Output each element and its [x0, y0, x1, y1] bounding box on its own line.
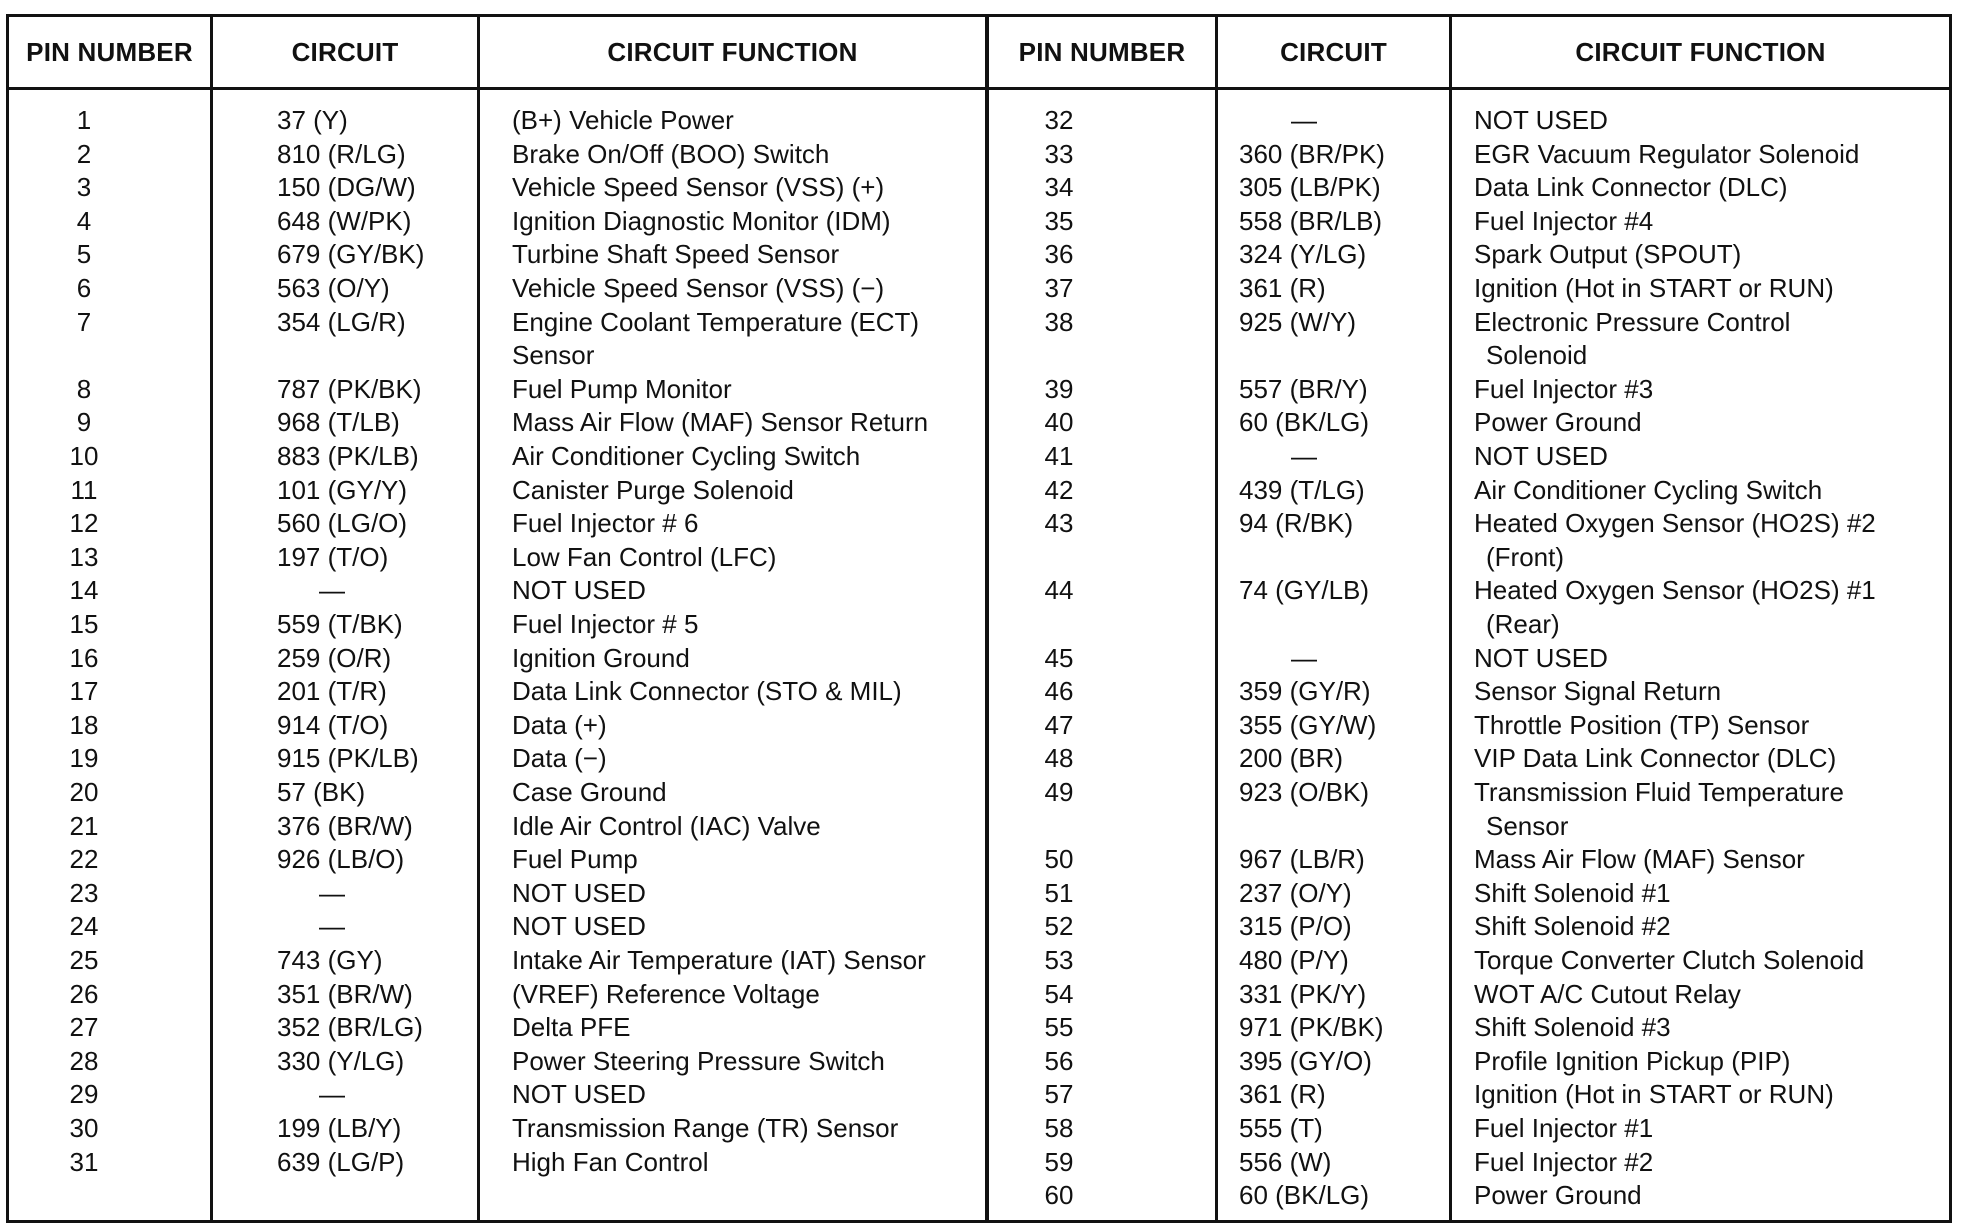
circuit-code: 787 (PK/BK) [277, 373, 422, 404]
circuit-function: Fuel Injector #3 [1474, 373, 1654, 404]
table-row [9, 238, 1949, 272]
circuit-function: Canister Purge Solenoid [512, 474, 794, 505]
table-row [9, 843, 1949, 877]
circuit-function: Shift Solenoid #3 [1474, 1012, 1671, 1043]
circuit-code: 563 (O/Y) [277, 273, 390, 303]
circuit-function: Air Conditioner Cycling Switch [1474, 474, 1823, 505]
pin-number: 39 [1044, 373, 1074, 404]
table-row [9, 1146, 1949, 1180]
table-row-continuation [9, 810, 1949, 844]
circuit-function: Power Ground [1474, 1180, 1642, 1211]
circuit-code: 94 (R/BK) [1239, 508, 1354, 539]
circuit-code: 439 (T/LG) [1239, 474, 1365, 505]
circuit-function: Fuel Pump [512, 844, 638, 875]
pin-number: 22 [69, 844, 99, 875]
circuit-code: 559 (T/BK) [277, 609, 403, 639]
circuit-code: 639 (LG/P) [277, 1146, 405, 1177]
circuit-function: Ignition Ground [512, 642, 690, 673]
circuit-code: 197 (T/O) [277, 541, 389, 572]
circuit-function: Engine Coolant Temperature (ECT) [512, 306, 920, 337]
pin-number: 31 [69, 1146, 99, 1177]
table-row-continuation [9, 541, 1949, 575]
table-row [9, 742, 1949, 776]
header-circuit-function: CIRCUIT FUNCTION [1575, 36, 1826, 67]
circuit-function-continued: (Rear) [1486, 609, 1560, 639]
circuit-code: 57 (BK) [277, 777, 366, 807]
circuit-function: Torque Converter Clutch Solenoid [1474, 945, 1865, 975]
circuit-code: 259 (O/R) [277, 642, 392, 673]
circuit-function: Ignition (Hot in START or RUN) [1474, 1079, 1834, 1110]
pin-number: 30 [69, 1113, 99, 1143]
circuit-code: 743 (GY) [277, 945, 383, 975]
circuit-function: Data (−) [512, 743, 607, 774]
circuit-function: NOT USED [512, 1079, 646, 1110]
pin-number: 54 [1044, 978, 1074, 1009]
table-row [9, 1179, 1949, 1213]
circuit-code: 351 (BR/W) [277, 978, 413, 1009]
circuit-code: 923 (O/BK) [1239, 777, 1370, 807]
pin-number: 3 [76, 172, 92, 203]
circuit-code: 914 (T/O) [277, 709, 389, 740]
pin-number: 18 [69, 709, 99, 740]
pin-number: 40 [1044, 407, 1074, 438]
circuit-code: 560 (LG/O) [277, 508, 408, 539]
table-row-continuation [9, 339, 1949, 373]
header-pin-number: PIN NUMBER [1018, 36, 1186, 67]
pin-number: 45 [1044, 642, 1074, 673]
header-circuit: CIRCUIT [291, 36, 399, 67]
circuit-code: 315 (P/O) [1239, 911, 1352, 942]
circuit-function: Fuel Injector #1 [1474, 1113, 1654, 1143]
table-row [9, 776, 1949, 810]
pin-number: 35 [1044, 205, 1074, 236]
circuit-code: 395 (GY/O) [1239, 1045, 1372, 1076]
circuit-code: 648 (W/PK) [277, 205, 412, 236]
circuit-function: WOT A/C Cutout Relay [1474, 978, 1741, 1009]
circuit-code: — [319, 877, 345, 908]
pin-number: 33 [1044, 138, 1074, 169]
table-row [9, 675, 1949, 709]
table-row [9, 877, 1949, 911]
circuit-function: NOT USED [1474, 105, 1608, 135]
circuit-code: 810 (R/LG) [277, 138, 406, 169]
pin-number: 29 [69, 1079, 99, 1110]
pin-table [6, 14, 1952, 1223]
circuit-code: 201 (T/R) [277, 676, 387, 707]
circuit-function: NOT USED [1474, 642, 1608, 673]
circuit-function-continued: Sensor [1486, 810, 1569, 841]
circuit-function: Electronic Pressure Control [1474, 306, 1791, 337]
circuit-function: High Fan Control [512, 1146, 709, 1177]
circuit-code: 925 (W/Y) [1239, 306, 1357, 337]
table-row [9, 507, 1949, 541]
pin-number: 2 [76, 138, 92, 169]
circuit-function: Fuel Injector # 6 [512, 508, 699, 539]
circuit-function: (VREF) Reference Voltage [512, 978, 820, 1009]
table-row-continuation [9, 608, 1949, 642]
circuit-function: Throttle Position (TP) Sensor [1474, 709, 1810, 740]
circuit-code: 352 (BR/LG) [277, 1012, 423, 1043]
pin-number: 56 [1044, 1045, 1074, 1076]
pin-number: 60 [1044, 1180, 1074, 1211]
circuit-function: Transmission Fluid Temperature [1474, 777, 1844, 807]
circuit-code: 200 (BR) [1239, 743, 1344, 774]
circuit-code: 926 (LB/O) [277, 844, 405, 875]
circuit-function: Heated Oxygen Sensor (HO2S) #2 [1474, 508, 1876, 539]
pin-number: 43 [1044, 508, 1074, 539]
circuit-code: 883 (PK/LB) [277, 441, 419, 471]
circuit-code: — [1291, 642, 1317, 673]
circuit-function: Fuel Injector #4 [1474, 205, 1654, 236]
circuit-code: 354 (LG/R) [277, 306, 406, 337]
circuit-function: Fuel Pump Monitor [512, 373, 732, 404]
circuit-function: NOT USED [512, 575, 646, 606]
circuit-code: 74 (GY/LB) [1239, 575, 1370, 606]
circuit-code: 60 (BK/LG) [1239, 1180, 1370, 1211]
circuit-code: 556 (W) [1239, 1146, 1332, 1177]
circuit-function: EGR Vacuum Regulator Solenoid [1474, 138, 1860, 169]
circuit-code: 679 (GY/BK) [277, 239, 425, 270]
pin-number: 46 [1044, 676, 1074, 707]
circuit-function: Ignition (Hot in START or RUN) [1474, 273, 1834, 303]
table-row [9, 104, 1949, 138]
table-row [9, 406, 1949, 440]
circuit-function: Brake On/Off (BOO) Switch [512, 138, 830, 169]
pin-number: 8 [76, 373, 92, 404]
pin-number: 50 [1044, 844, 1074, 875]
header-pin-number: PIN NUMBER [26, 36, 193, 67]
pin-number: 32 [1044, 105, 1074, 135]
pin-number: 37 [1044, 273, 1074, 303]
circuit-code: 324 (Y/LG) [1239, 239, 1367, 270]
header-divider [9, 87, 1949, 90]
circuit-code: — [319, 575, 345, 606]
pin-number: 49 [1044, 777, 1074, 807]
circuit-code: 359 (GY/R) [1239, 676, 1371, 707]
circuit-function: Data (+) [512, 709, 607, 740]
circuit-function: Intake Air Temperature (IAT) Sensor [512, 945, 926, 975]
circuit-function: Fuel Injector #2 [1474, 1146, 1654, 1177]
circuit-code: 558 (BR/LB) [1239, 205, 1383, 236]
pin-number: 38 [1044, 306, 1074, 337]
circuit-code: 967 (LB/R) [1239, 844, 1365, 875]
pin-number: 26 [69, 978, 99, 1009]
circuit-code: 361 (R) [1239, 1079, 1326, 1110]
circuit-code: — [319, 911, 345, 942]
circuit-function: Turbine Shaft Speed Sensor [512, 239, 840, 270]
pin-number: 5 [76, 239, 92, 270]
pin-number: 9 [76, 407, 92, 438]
circuit-function: Power Steering Pressure Switch [512, 1045, 885, 1076]
header-circuit: CIRCUIT [1280, 36, 1387, 67]
pin-number: 36 [1044, 239, 1074, 270]
circuit-code: 361 (R) [1239, 273, 1326, 303]
circuit-function-continued: Solenoid [1486, 340, 1588, 371]
circuit-function: VIP Data Link Connector (DLC) [1474, 743, 1837, 774]
circuit-code: 968 (T/LB) [277, 407, 400, 438]
circuit-code: 330 (Y/LG) [277, 1045, 405, 1076]
table-row [9, 642, 1949, 676]
header-circuit-function: CIRCUIT FUNCTION [607, 36, 858, 67]
circuit-function: Heated Oxygen Sensor (HO2S) #1 [1474, 575, 1876, 606]
pin-number: 57 [1044, 1079, 1074, 1110]
pin-number: 53 [1044, 945, 1074, 975]
circuit-function: NOT USED [512, 911, 646, 942]
circuit-function: Vehicle Speed Sensor (VSS) (+) [512, 172, 885, 203]
circuit-code: 555 (T) [1239, 1113, 1323, 1143]
circuit-function: Power Ground [1474, 407, 1642, 438]
pin-number: 52 [1044, 911, 1074, 942]
circuit-function: Case Ground [512, 777, 667, 807]
table-row [9, 440, 1949, 474]
pin-number: 48 [1044, 743, 1074, 774]
table-row [9, 1045, 1949, 1079]
pin-number: 59 [1044, 1146, 1074, 1177]
pin-number: 20 [69, 777, 99, 807]
pin-number: 25 [69, 945, 99, 975]
circuit-function: Mass Air Flow (MAF) Sensor Return [512, 407, 929, 438]
circuit-code: 331 (PK/Y) [1239, 978, 1367, 1009]
table-row [9, 910, 1949, 944]
table-row [9, 709, 1949, 743]
pin-number: 24 [69, 911, 99, 942]
table-row [9, 1078, 1949, 1112]
circuit-code: 376 (BR/W) [277, 810, 413, 841]
circuit-code: — [1291, 441, 1317, 471]
pin-number: 14 [69, 575, 99, 606]
circuit-function: Shift Solenoid #2 [1474, 911, 1671, 942]
circuit-code: 305 (LB/PK) [1239, 172, 1381, 203]
circuit-code: 237 (O/Y) [1239, 877, 1352, 908]
circuit-code: 101 (GY/Y) [277, 474, 408, 505]
table-row [9, 171, 1949, 205]
table-row [9, 1112, 1949, 1146]
circuit-code: 557 (BR/Y) [1239, 373, 1368, 404]
circuit-function-continued: Sensor [512, 340, 595, 371]
circuit-function: Data Link Connector (STO & MIL) [512, 676, 902, 707]
table-row [9, 978, 1949, 1012]
pin-number: 42 [1044, 474, 1074, 505]
table-row [9, 574, 1949, 608]
pin-number: 15 [69, 609, 99, 639]
table-row [9, 205, 1949, 239]
circuit-function: Delta PFE [512, 1012, 631, 1043]
circuit-code: 355 (GY/W) [1239, 709, 1377, 740]
pin-number: 16 [69, 642, 99, 673]
table-row [9, 944, 1949, 978]
circuit-function: Sensor Signal Return [1474, 676, 1722, 707]
pin-number: 19 [69, 743, 99, 774]
pin-number: 47 [1044, 709, 1074, 740]
table-row [9, 1011, 1949, 1045]
circuit-code: 37 (Y) [277, 105, 348, 135]
circuit-function: NOT USED [512, 877, 646, 908]
pin-number: 11 [70, 474, 98, 505]
circuit-function: Low Fan Control (LFC) [512, 541, 777, 572]
circuit-function: (B+) Vehicle Power [512, 105, 734, 135]
pin-number: 1 [76, 105, 92, 135]
circuit-function: Shift Solenoid #1 [1474, 877, 1671, 908]
circuit-function: Idle Air Control (IAC) Valve [512, 810, 821, 841]
circuit-code: 915 (PK/LB) [277, 743, 419, 774]
circuit-code: — [319, 1079, 345, 1110]
pin-number: 34 [1044, 172, 1074, 203]
circuit-code: — [1291, 105, 1317, 135]
pin-number: 51 [1044, 877, 1074, 908]
circuit-function: Mass Air Flow (MAF) Sensor [1474, 844, 1805, 875]
pin-number: 7 [76, 306, 92, 337]
circuit-code: 150 (DG/W) [277, 172, 416, 203]
circuit-function: Transmission Range (TR) Sensor [512, 1113, 899, 1143]
circuit-function: Fuel Injector # 5 [512, 609, 699, 639]
circuit-function: Spark Output (SPOUT) [1474, 239, 1742, 270]
pin-number: 6 [76, 273, 92, 303]
table-row [9, 138, 1949, 172]
circuit-code: 360 (BR/PK) [1239, 138, 1385, 169]
pin-number: 21 [69, 810, 99, 841]
circuit-function: NOT USED [1474, 441, 1608, 471]
pin-number: 41 [1044, 441, 1074, 471]
circuit-function: Air Conditioner Cycling Switch [512, 441, 861, 471]
circuit-code: 60 (BK/LG) [1239, 407, 1370, 438]
circuit-code: 971 (PK/BK) [1239, 1012, 1384, 1043]
circuit-code: 480 (P/Y) [1239, 945, 1349, 975]
table-row [9, 272, 1949, 306]
pin-number: 27 [69, 1012, 99, 1043]
table-row [9, 306, 1949, 340]
pin-number: 23 [69, 877, 99, 908]
circuit-function: Data Link Connector (DLC) [1474, 172, 1788, 203]
circuit-function: Vehicle Speed Sensor (VSS) (−) [512, 273, 885, 303]
circuit-function: Profile Ignition Pickup (PIP) [1474, 1045, 1791, 1076]
pin-number: 12 [69, 508, 99, 539]
pin-number: 28 [69, 1045, 99, 1076]
circuit-function-continued: (Front) [1486, 541, 1564, 572]
pin-number: 10 [69, 441, 99, 471]
pin-number: 44 [1044, 575, 1074, 606]
pin-number: 55 [1044, 1012, 1074, 1043]
table-row [9, 474, 1949, 508]
circuit-code: 199 (LB/Y) [277, 1113, 402, 1143]
pin-number: 4 [76, 205, 92, 236]
table-row [9, 373, 1949, 407]
pin-number: 13 [69, 541, 99, 572]
circuit-function: Ignition Diagnostic Monitor (IDM) [512, 205, 891, 236]
pin-number: 17 [69, 676, 99, 707]
pin-number: 58 [1044, 1113, 1074, 1143]
